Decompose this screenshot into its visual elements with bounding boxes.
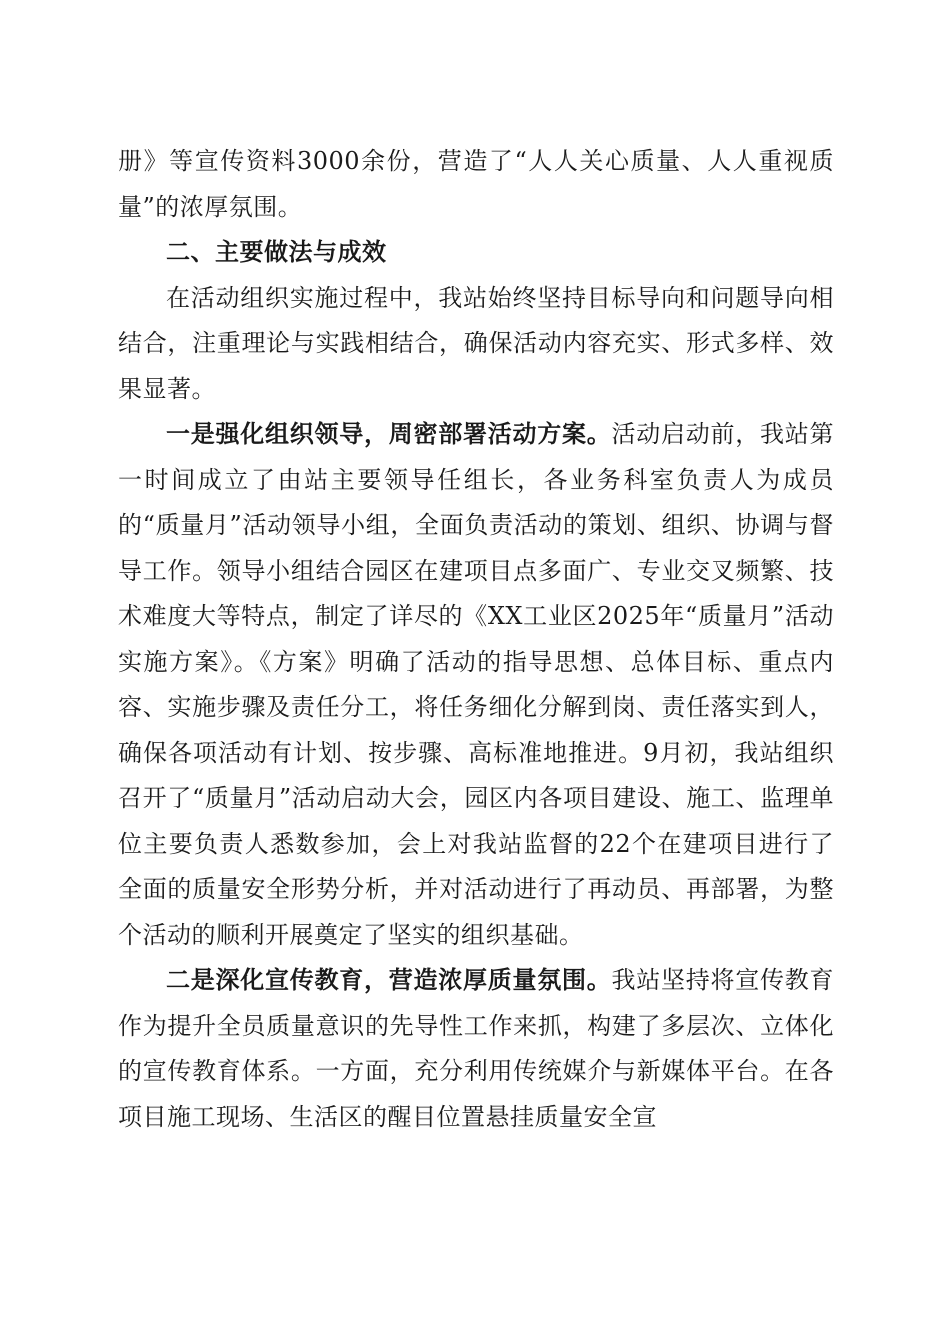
paragraph-continuation [118, 139, 834, 230]
paragraph-text: 我站坚持将宣传教育作为提升全员质量意识的先导性工作来抓，构建了多层次、立体化的宣传教育体系。一方面，充分利用传统媒介与新媒体平台。在各项目施工现场、生活区的醒目位置悬挂质量安全宣 [118, 966, 834, 1131]
paragraph-point-1 [118, 412, 834, 958]
paragraph-lead: 二是深化宣传教育，营造浓厚质量氛围。 [166, 966, 612, 994]
paragraph-text: 在活动组织实施过程中，我站始终坚持目标导向和问题导向相结合，注重理论与实践相结合，确保活动内容充实、形式多样、效果显著。 [118, 283, 834, 403]
paragraph-intro [118, 276, 834, 413]
paragraph-text: 册》等宣传资料3000余份，营造了“人人关心质量、人人重视质量”的浓厚氛围。 [118, 147, 834, 221]
paragraph-text: 活动启动前，我站第一时间成立了由站主要领导任组长，各业务科室负责人为成员的“质量月”活动领导小组，全面负责活动的策划、组织、协调与督导工作。领导小组结合园区在建项目点多面广、专业交叉频繁、技术难度大等特点，制定了详尽的《XX工业区2025年“质量月”活动实施方案》。《方案》明确了活动的指导思想、总体目标、重点内容、实施步骤及责任分工，将任务细化分解到岗、责任落实到人，确保各项活动有计划、按步骤、高标准地推进。9月初，我站组织召开了“质量月”活动启动大会，园区内各项目建设、施工、监理单位主要负责人悉数参加，会上对我站监督的22个在建项目进行了全面的质量安全形势分析，并对活动进行了再动员、再部署，为整个活动的顺利开展奠定了坚实的组织基础。 [118, 420, 834, 949]
document-page [118, 139, 834, 1140]
section-heading: 二、主要做法与成效 [166, 238, 387, 266]
paragraph-lead: 一是强化组织领导，周密部署活动方案。 [166, 420, 612, 448]
paragraph-point-2 [118, 958, 834, 1140]
